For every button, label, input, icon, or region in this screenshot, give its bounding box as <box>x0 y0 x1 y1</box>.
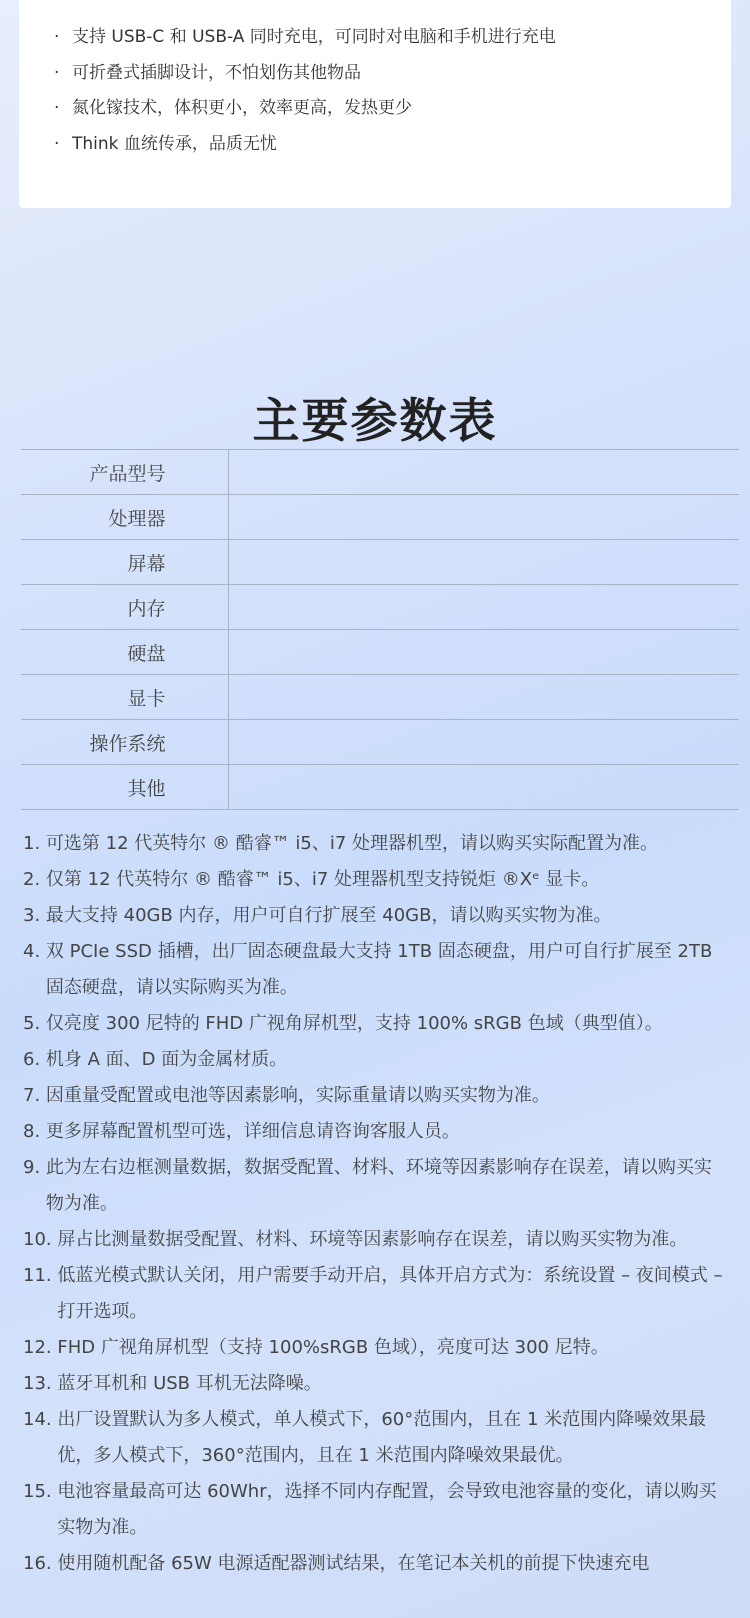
footnote-text: 仅第 12 代英特尔 ® 酷睿™ i5、i7 处理器机型支持锐炬 ®Xᵉ 显卡。 <box>45 869 600 890</box>
spec-value <box>228 540 739 585</box>
footnote-item <box>23 826 723 862</box>
footnote-text: 屏占比测量数据受配置、材料、环境等因素影响存在误差，请以购买实物为准。 <box>57 1229 688 1250</box>
footnote-text: 低蓝光模式默认关闭，用户需要手动开启，具体开启方式为：系统设置 – 夜间模式 – 打开选项。 <box>57 1265 723 1322</box>
spec-table <box>21 449 739 810</box>
footnote-text: 仅亮度 300 尼特的 FHD 广视角屏机型，支持 100% sRGB 色域（典型值）。 <box>45 1013 663 1034</box>
spec-label: 屏幕 <box>21 540 228 585</box>
footnote-item <box>23 1006 723 1042</box>
footnote-number: 16. <box>23 1553 58 1574</box>
feature-card <box>19 0 731 208</box>
spec-label: 操作系统 <box>21 720 228 765</box>
footnote-item <box>23 1366 723 1402</box>
footnote-item <box>23 934 723 1006</box>
spec-value <box>228 765 739 810</box>
footnote-number: 9. <box>23 1157 46 1178</box>
spec-row <box>21 675 739 720</box>
footnote-item <box>23 1150 723 1222</box>
spec-label: 硬盘 <box>21 630 228 675</box>
spec-value <box>228 675 739 720</box>
footnote-text: 可选第 12 代英特尔 ® 酷睿™ i5、i7 处理器机型，请以购买实际配置为准。 <box>45 833 659 854</box>
spec-value <box>228 720 739 765</box>
spec-row <box>21 765 739 810</box>
footnote-text: FHD 广视角屏机型（支持 100%sRGB 色域），亮度可达 300 尼特。 <box>57 1337 609 1358</box>
footnote-item <box>23 862 723 898</box>
footnote-text: 双 PCIe SSD 插槽，出厂固态硬盘最大支持 1TB 固态硬盘，用户可自行扩展至 2TB 固态硬盘，请以实际购买为准。 <box>45 941 713 998</box>
footnote-text: 出厂设置默认为多人模式，单人模式下，60°范围内，且在 1 米范围内降噪效果最优，多人模式下，360°范围内，且在 1 米范围内降噪效果最优。 <box>57 1409 707 1466</box>
spec-label: 显卡 <box>21 675 228 720</box>
footnote-item <box>23 898 723 934</box>
spec-value <box>228 630 739 675</box>
spec-row <box>21 630 739 675</box>
feature-item: · 氮化镓技术，体积更小，效率更高，发热更少 <box>72 91 731 127</box>
footnote-number: 4. <box>23 941 46 962</box>
footnote-item <box>23 1546 723 1582</box>
spec-value <box>228 585 739 630</box>
spec-label: 产品型号 <box>21 450 228 495</box>
spec-row <box>21 585 739 630</box>
footnote-number: 6. <box>23 1049 46 1070</box>
spec-row <box>21 540 739 585</box>
footnote-item <box>23 1474 723 1546</box>
footnote-number: 2. <box>23 869 46 890</box>
feature-item: · 可折叠式插脚设计，不怕划伤其他物品 <box>72 56 731 92</box>
footnote-item <box>23 1042 723 1078</box>
footnote-text: 因重量受配置或电池等因素影响，实际重量请以购买实物为准。 <box>45 1085 550 1106</box>
footnote-number: 13. <box>23 1373 58 1394</box>
footnote-number: 10. <box>23 1229 58 1250</box>
footnote-item <box>23 1114 723 1150</box>
spec-title: 主要参数表 <box>252 394 498 449</box>
spec-row <box>21 450 739 495</box>
footnote-number: 7. <box>23 1085 46 1106</box>
spec-label: 其他 <box>21 765 228 810</box>
footnote-text: 电池容量最高可达 60Whr，选择不同内存配置，会导致电池容量的变化，请以购买实物为准。 <box>57 1481 717 1538</box>
footnote-item <box>23 1222 723 1258</box>
spec-label: 内存 <box>21 585 228 630</box>
footnote-text: 蓝牙耳机和 USB 耳机无法降噪。 <box>57 1373 322 1394</box>
footnote-text: 最大支持 40GB 内存，用户可自行扩展至 40GB，请以购买实物为准。 <box>45 905 612 926</box>
footnote-text: 机身 A 面、D 面为金属材质。 <box>45 1049 288 1070</box>
footnote-item <box>23 1402 723 1474</box>
spec-label: 处理器 <box>21 495 228 540</box>
footnote-number: 15. <box>23 1481 58 1502</box>
spec-value <box>228 450 739 495</box>
footnote-item <box>23 1330 723 1366</box>
footnote-item <box>23 1078 723 1114</box>
spec-value <box>228 495 739 540</box>
feature-item: · Think 血统传承，品质无忧 <box>72 127 731 163</box>
footnote-number: 1. <box>23 833 46 854</box>
footnote-number: 5. <box>23 1013 46 1034</box>
footnote-number: 3. <box>23 905 46 926</box>
footnote-item <box>23 1258 723 1330</box>
spec-row <box>21 495 739 540</box>
footnote-text: 使用随机配备 65W 电源适配器测试结果，在笔记本关机的前提下快速充电 <box>57 1553 650 1574</box>
footnote-text: 此为左右边框测量数据，数据受配置、材料、环境等因素影响存在误差，请以购买实物为准。 <box>45 1157 712 1214</box>
feature-list <box>19 0 731 162</box>
footnote-text: 更多屏幕配置机型可选，详细信息请咨询客服人员。 <box>45 1121 460 1142</box>
spec-row <box>21 720 739 765</box>
footnote-number: 8. <box>23 1121 46 1142</box>
feature-item: · 支持 USB-C 和 USB-A 同时充电，可同时对电脑和手机进行充电 <box>72 20 731 56</box>
footnote-number: 14. <box>23 1409 58 1430</box>
footnote-number: 11. <box>23 1265 58 1286</box>
footnote-list <box>23 826 723 1582</box>
footnote-number: 12. <box>23 1337 58 1358</box>
